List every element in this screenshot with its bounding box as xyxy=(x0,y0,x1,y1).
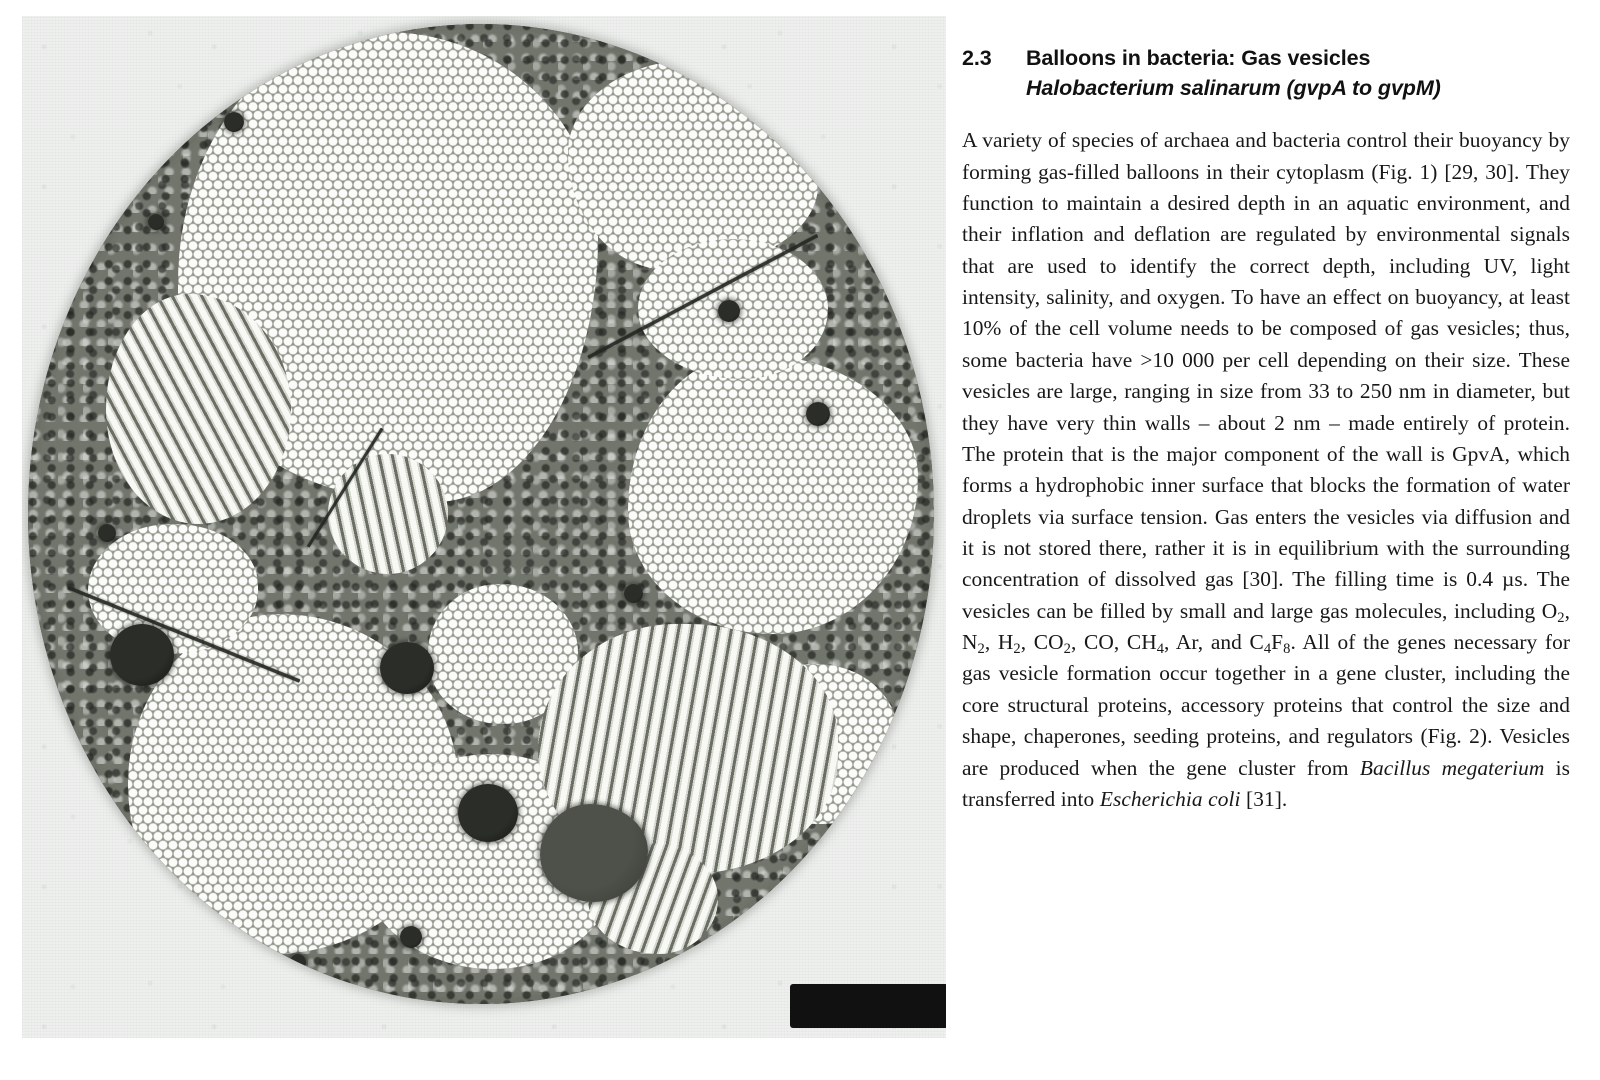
section-subtitle: Halobacterium salinarum (gvpA to gvpM) xyxy=(1026,75,1441,100)
body-paragraph: A variety of species of archaea and bacteria control their buoyancy by forming gas-filled balloons in their cytoplasm (Fig. 1) [29, 30]. They function to maintain a desired depth in an aquatic environment, and their inflation and deflation are regulated by environmental signals that are used to identify the correct depth, including UV, light intensity, salinity, and oxygen. To have an effect on buoyancy, at least 10% of the cell volume needs to be composed of gas vesicles; thus, some bacteria have >10 000 per cell depending on their size. These vesicles are large, ranging in size from 33 to 250 nm in diameter, but they have very thin walls – about 2 nm – made entirely of protein. The protein that is the major component of the wall is GpvA, which forms a hydrophobic inner surface that blocks the formation of water droplets via surface tension. Gas enters the vesicles via diffusion and it is not stored there, rather it is in equilibrium with the surrounding concentration of dissolved gas [30]. The filling time is 0.4 µs. The vesicles can be filled by small and large gas molecules, including $O_2$, $N_2$, $H_2$, $CO_2$, CO, $CH_4$, Ar, and $C_4F_8$. All of the genes necessary for gas vesicle formation occur together in a gene cluster, including the core structural proteins, accessory proteins that control the size and shape, chaperones, seeding proteins, and regulators (Fig. 2). Vesicles are produced when the gene cluster from Bacillus megaterium is transferred into Escherichia coli [31]. xyxy=(962,128,1571,811)
electron-dense-granule xyxy=(98,524,116,542)
electron-dense-granule xyxy=(290,954,306,970)
electron-dense-granule xyxy=(380,642,434,694)
bacterial-cell-cross-section xyxy=(28,24,934,1004)
electron-dense-granule xyxy=(624,584,643,603)
tem-micrograph-figure xyxy=(22,16,946,1038)
electron-dense-granule xyxy=(806,402,830,426)
electron-dense-granule xyxy=(718,300,740,322)
gas-vesicle-field xyxy=(568,60,818,270)
electron-dense-granule xyxy=(224,112,244,132)
electron-dense-granule xyxy=(458,784,518,842)
section-title-group xyxy=(1026,44,1570,103)
scale-bar xyxy=(790,984,946,1028)
section-number: 2.3 xyxy=(962,46,992,70)
gas-vesicle-field xyxy=(88,524,258,654)
longitudinal-vesicle-stripes xyxy=(328,454,448,574)
section-title: Balloons in bacteria: Gas vesicles xyxy=(1026,46,1371,70)
section-heading xyxy=(962,44,1570,103)
electron-dense-granule xyxy=(148,214,164,230)
electron-dense-granule xyxy=(400,926,422,948)
text-column xyxy=(962,0,1570,1080)
electron-dense-granule xyxy=(110,624,174,686)
electron-dense-granule xyxy=(540,804,648,902)
